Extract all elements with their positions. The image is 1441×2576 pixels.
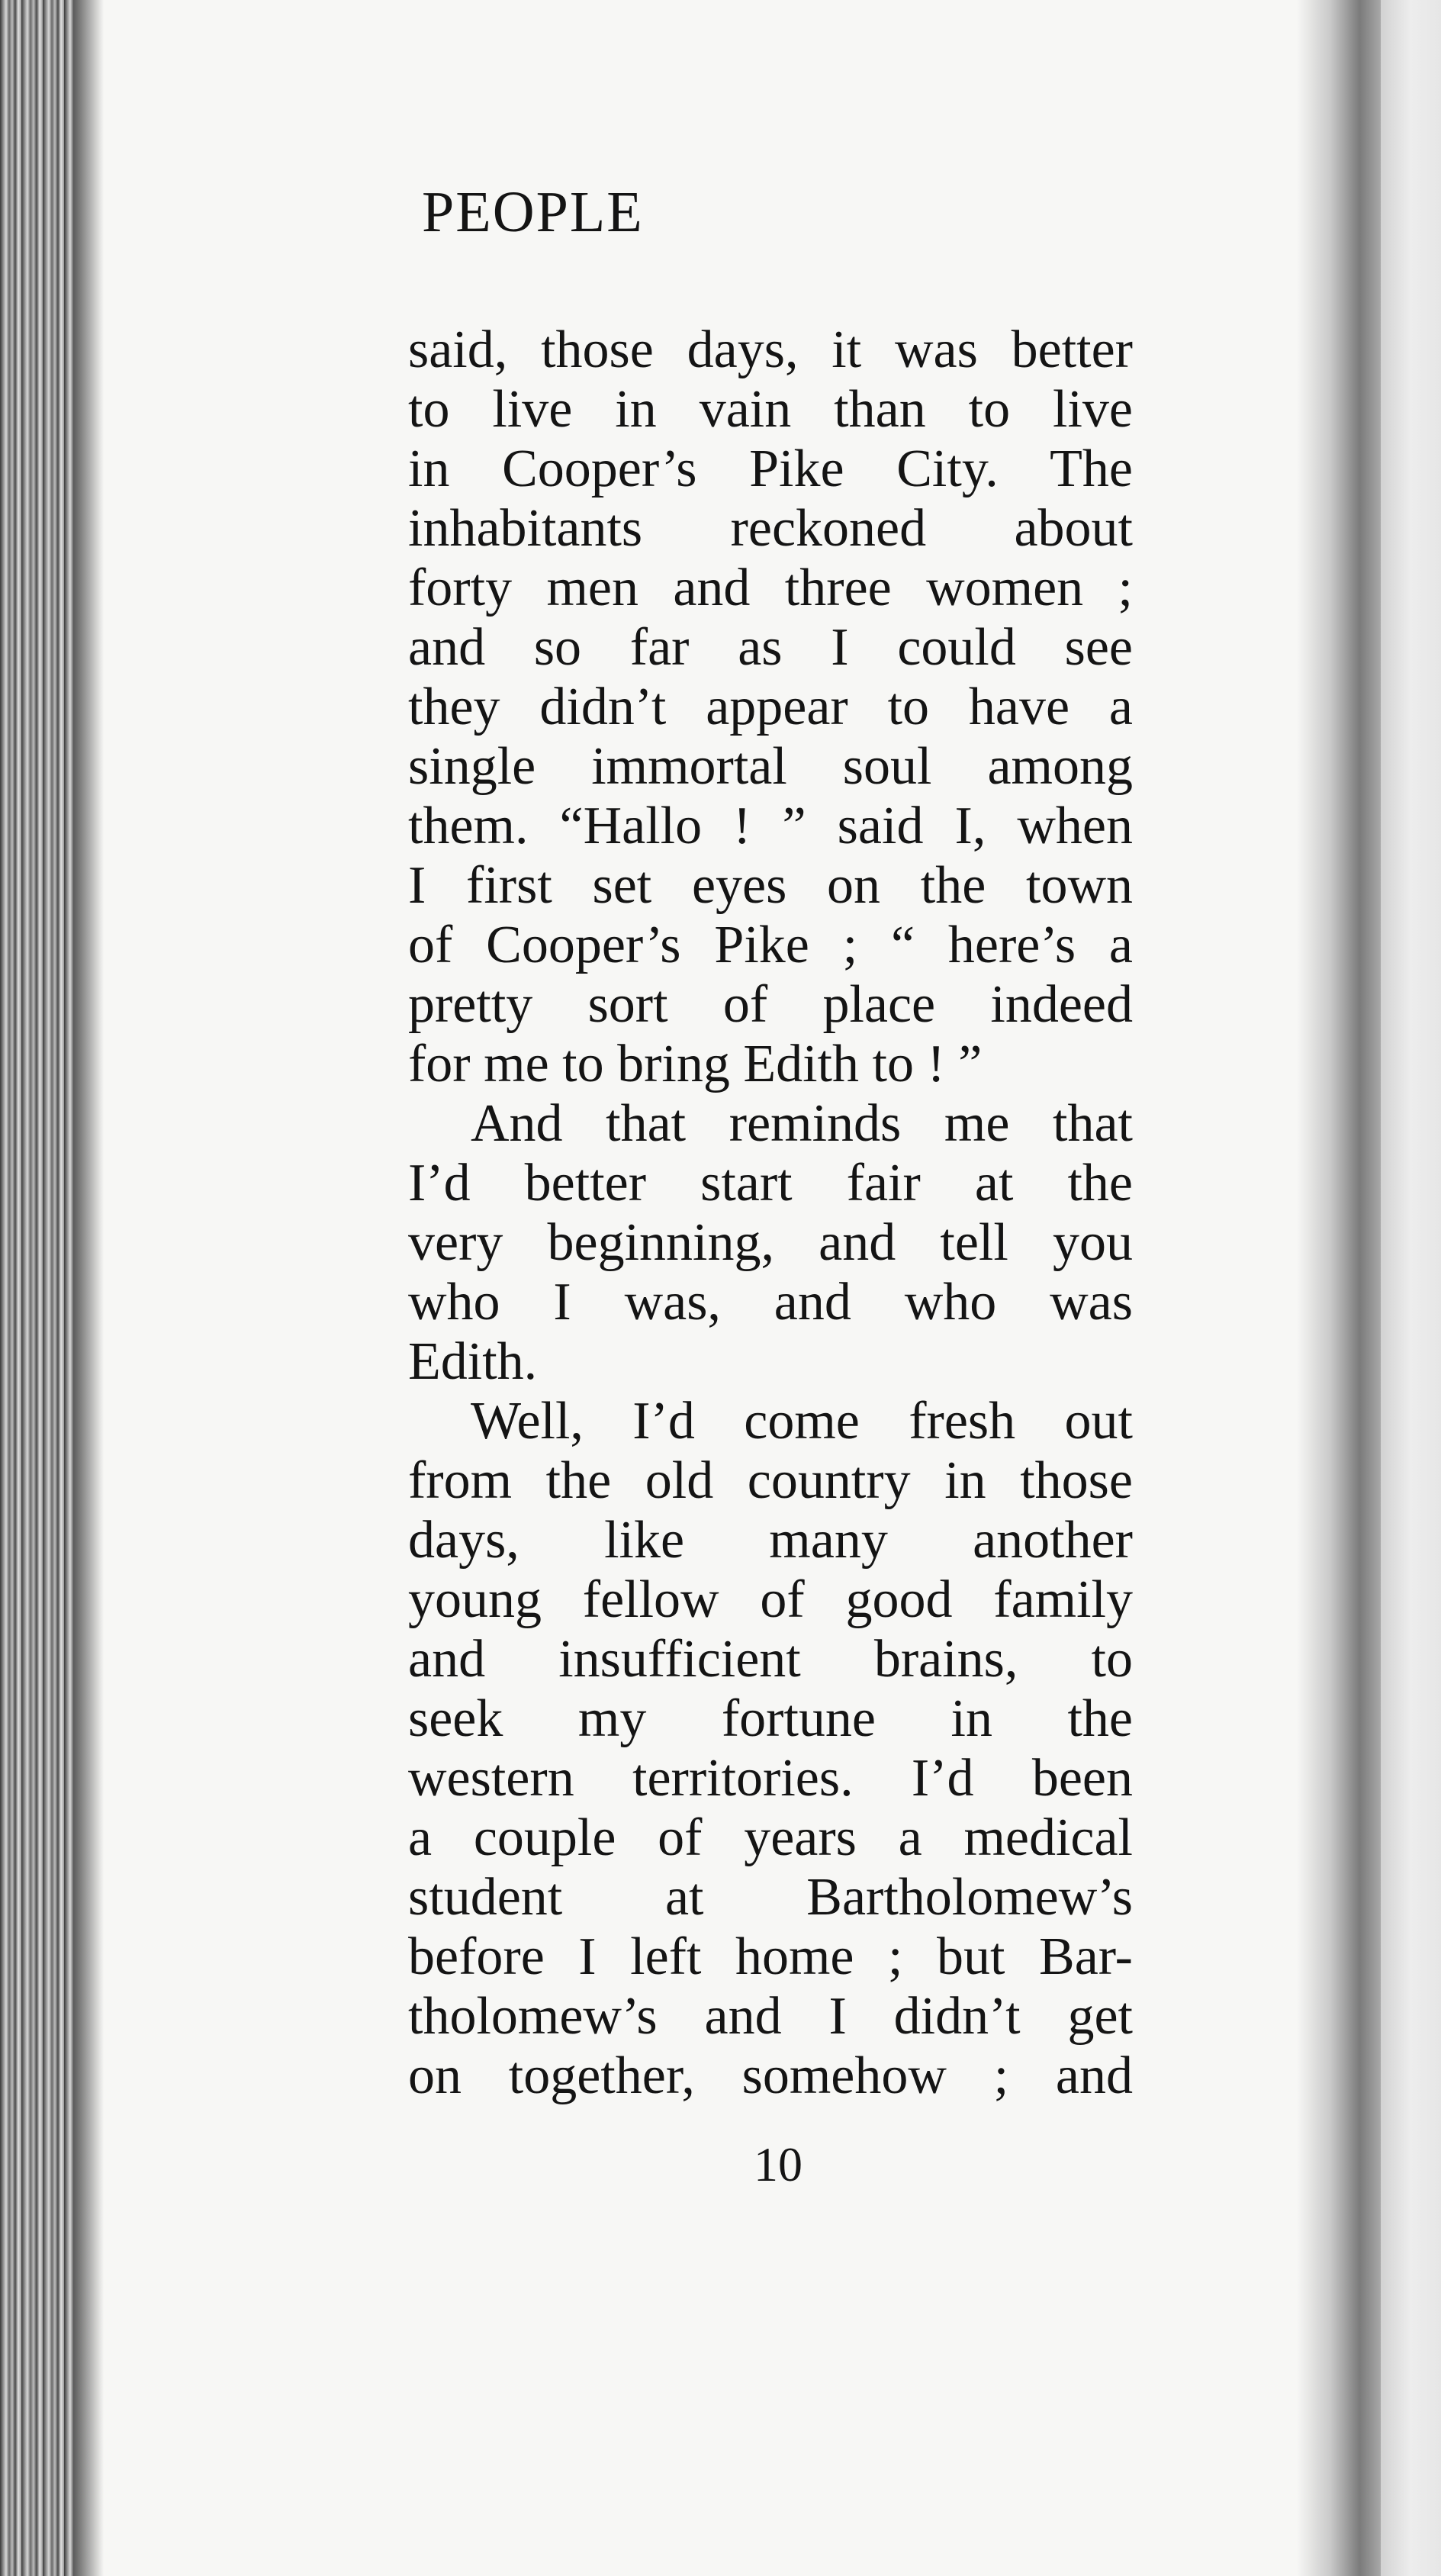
text-line: single immortal soul among xyxy=(408,737,1133,796)
page-edge-shadow xyxy=(73,0,104,2576)
text-line: them. “Hallo ! ” said I, when xyxy=(408,797,1133,855)
spine-shadow xyxy=(1297,0,1381,2576)
text-line: from the old country in those xyxy=(408,1451,1133,1510)
folio-area xyxy=(408,0,1133,2576)
text-line: on together, somehow ; and xyxy=(408,2046,1133,2105)
text-line: very beginning, and tell you xyxy=(408,1213,1133,1272)
text-line: before I left home ; but Bar- xyxy=(408,1927,1133,1986)
text-line: of Cooper’s Pike ; “ here’s a xyxy=(408,916,1133,974)
text-line: western territories. I’d been xyxy=(408,1749,1133,1808)
running-head: PEOPLE xyxy=(422,180,644,244)
text-line: days, like many another xyxy=(408,1511,1133,1570)
text-line: who I was, and who was xyxy=(408,1273,1133,1331)
text-line: they didn’t appear to have a xyxy=(408,678,1133,736)
text-line: in Cooper’s Pike City. The xyxy=(408,440,1133,498)
text-line: and insufficient brains, to xyxy=(408,1630,1133,1689)
text-line: and so far as I could see xyxy=(408,618,1133,677)
text-line: forty men and three women ; xyxy=(408,559,1133,617)
paragraph-start-line: And that reminds me that xyxy=(471,1094,1133,1153)
text-line: student at Bartholomew’s xyxy=(408,1868,1133,1927)
text-line: Edith. xyxy=(408,1332,538,1391)
text-line: seek my fortune in the xyxy=(408,1689,1133,1748)
text-line: young fellow of good family xyxy=(408,1570,1133,1629)
page-number: 10 xyxy=(754,2137,803,2191)
text-line: said, those days, it was better xyxy=(408,320,1133,379)
text-line: tholomew’s and I didn’t get xyxy=(408,1987,1133,2046)
paragraph-start-line: Well, I’d come fresh out xyxy=(471,1392,1133,1451)
text-line: for me to bring Edith to ! ” xyxy=(408,1035,983,1093)
text-line: I first set eyes on the town xyxy=(408,856,1133,915)
facing-page-edge xyxy=(1381,0,1441,2576)
text-line: I’d better start fair at the xyxy=(408,1154,1133,1212)
text-line: pretty sort of place indeed xyxy=(408,975,1133,1034)
text-line: inhabitants reckoned about xyxy=(408,499,1133,558)
text-line: a couple of years a medical xyxy=(408,1808,1133,1867)
text-line: to live in vain than to live xyxy=(408,380,1133,439)
